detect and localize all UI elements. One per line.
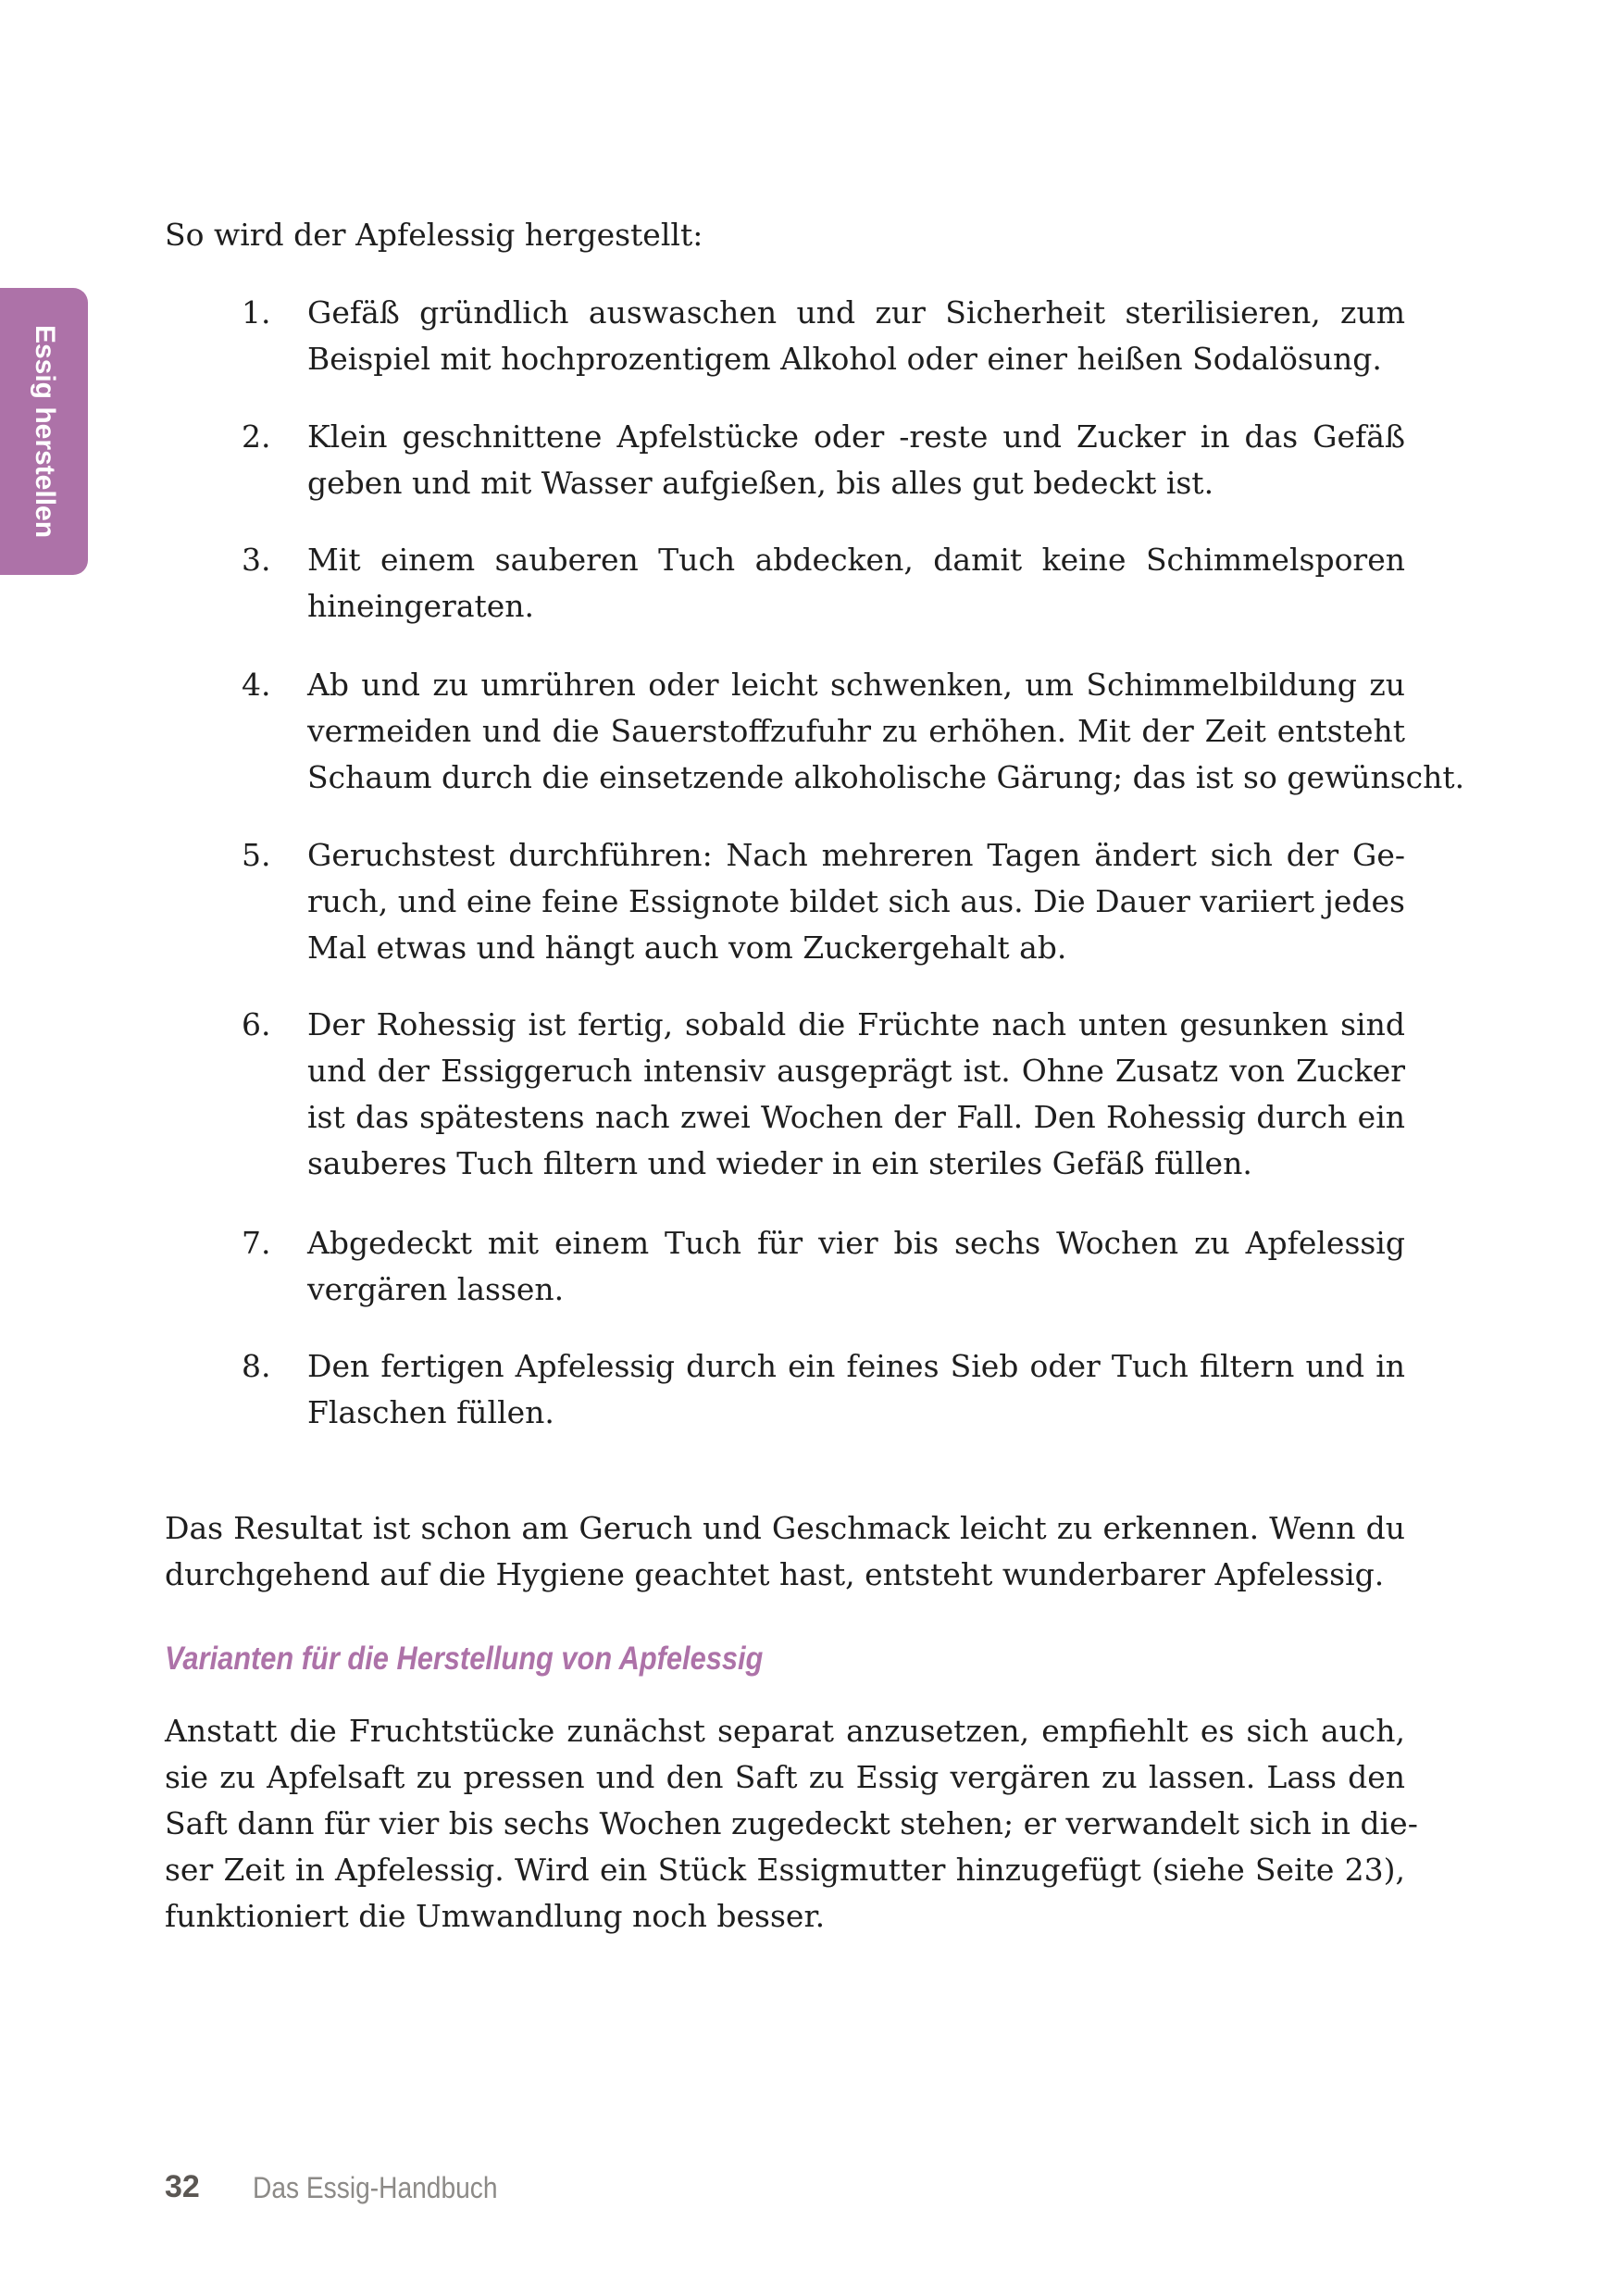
text-line: Anstatt die Fruchtstücke zunächst separat anzusetzen, empfiehlt es sich auch, — [165, 1713, 1405, 1749]
text-line: sauberes Tuch filtern und wieder in ein steriles Gefäß füllen. — [307, 1145, 1252, 1181]
text-line: geben und mit Wasser aufgießen, bis alles gut bedeckt ist. — [307, 465, 1214, 501]
step-text — [307, 832, 1405, 971]
step-text — [307, 290, 1405, 382]
text-line: vermeiden und die Sauerstoffzufuhr zu erhöhen. Mit der Zeit entsteht — [307, 713, 1405, 749]
text-line: Ab und zu umrühren oder leicht schwenken, um Schimmelbildung zu — [307, 667, 1405, 703]
step-text — [307, 1220, 1405, 1313]
text-line: Saft dann für vier bis sechs Wochen zugedeckt stehen; er verwandelt sich in die- — [165, 1805, 1418, 1841]
text-line: Gefäß gründlich auswaschen und zur Sicherheit sterilisieren, zum — [307, 294, 1405, 331]
intro-paragraph — [165, 212, 1405, 258]
text-line: ruch, und eine feine Essignote bildet sich aus. Die Dauer variiert jedes — [307, 883, 1405, 919]
text-line: Mit einem sauberen Tuch abdecken, damit keine Schimmelsporen — [307, 542, 1405, 578]
text-line: Flaschen füllen. — [307, 1394, 554, 1430]
text-line: hineingeraten. — [307, 588, 535, 624]
text-line: Abgedeckt mit einem Tuch für vier bis sechs Wochen zu Apfelessig — [307, 1225, 1405, 1261]
text-line: Schaum durch die einsetzende alkoholische Gärung; das ist so gewünscht. — [307, 759, 1465, 795]
text-line: Klein geschnittene Apfelstücke oder -reste und Zucker in das Gefäß — [307, 418, 1405, 455]
text-line: ist das spätestens nach zwei Wochen der Fall. Den Rohessig durch ein — [307, 1099, 1405, 1135]
step-number: 8. — [242, 1348, 271, 1384]
text-line: Den fertigen Apfelessig durch ein feines Sieb oder Tuch filtern und in — [307, 1348, 1405, 1384]
step-text — [307, 662, 1465, 801]
page-number: 32 — [165, 2169, 200, 2204]
step-number: 2. — [242, 418, 271, 455]
step-number: 1. — [242, 294, 271, 331]
step-number: 3. — [242, 542, 271, 578]
text-line: und der Essiggeruch intensiv ausgeprägt ist. Ohne Zusatz von Zucker — [307, 1053, 1405, 1089]
variant-paragraph — [165, 1708, 1418, 1940]
result-paragraph — [165, 1505, 1405, 1598]
text-line: Das Resultat ist schon am Geruch und Geschmack leicht zu erkennen. Wenn du — [165, 1510, 1405, 1546]
text-line: ser Zeit in Apfelessig. Wird ein Stück Essigmutter hinzugefügt (siehe Seite 23), — [165, 1852, 1405, 1888]
text-line: Geruchstest durchführen: Nach mehreren Tagen ändert sich der Ge- — [307, 837, 1405, 873]
section-subheading: Varianten für die Herstellung von Apfelessig — [165, 1641, 764, 1677]
step-text — [307, 1343, 1405, 1436]
text-line: So wird der Apfelessig hergestellt: — [165, 217, 703, 253]
text-line: funktioniert die Umwandlung noch besser. — [165, 1898, 826, 1934]
step-number: 6. — [242, 1006, 271, 1042]
step-text — [307, 414, 1405, 506]
step-number: 5. — [242, 837, 271, 873]
text-line: durchgehend auf die Hygiene geachtet hast, entsteht wunderbarer Apfelessig. — [165, 1556, 1385, 1592]
step-text — [307, 1002, 1405, 1187]
step-number: 4. — [242, 667, 271, 703]
text-line: vergären lassen. — [307, 1271, 565, 1307]
book-title: Das Essig-Handbuch — [253, 2171, 498, 2204]
text-line: sie zu Apfelsaft zu pressen und den Saft zu Essig vergären zu lassen. Lass den — [165, 1759, 1405, 1795]
text-line: Mal etwas und hängt auch vom Zuckergehalt ab. — [307, 930, 1067, 966]
step-text — [307, 537, 1405, 630]
text-line: Beispiel mit hochprozentigem Alkohol oder einer heißen Sodalösung. — [307, 341, 1382, 377]
text-line: Der Rohessig ist fertig, sobald die Früchte nach unten gesunken sind — [307, 1006, 1405, 1042]
chapter-side-tab — [0, 288, 88, 575]
chapter-tab-label: Essig herstellen — [29, 324, 60, 539]
step-number: 7. — [242, 1225, 271, 1261]
